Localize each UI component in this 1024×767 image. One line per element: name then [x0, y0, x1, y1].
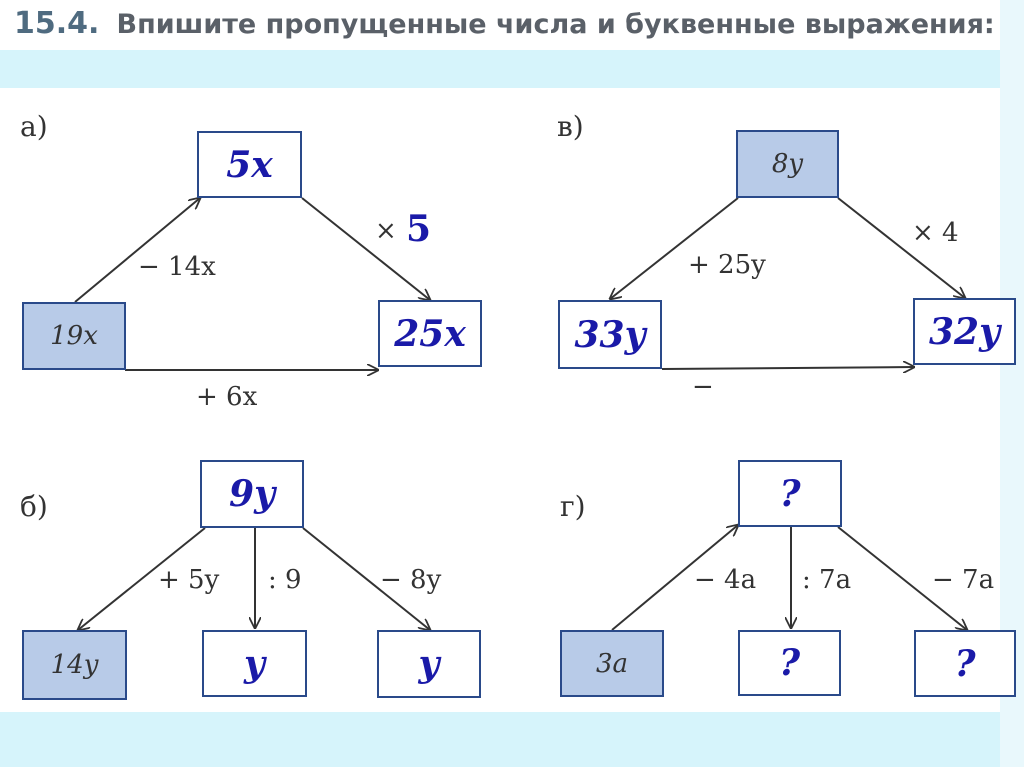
part-a-right-box	[378, 300, 482, 367]
part-b-left-given: 14y	[50, 650, 99, 680]
part-v-left-box	[558, 300, 662, 369]
part-g-op-right: − 7a	[932, 565, 995, 595]
part-a-right-answer: 25x	[394, 312, 466, 355]
exercise-title: Впишите пропущенные числа и буквенные выражения:	[116, 9, 995, 40]
part-b-op-right: − 8y	[380, 565, 442, 595]
part-g-top-answer: ?	[779, 472, 801, 515]
part-v-given-value: 8y	[771, 149, 804, 179]
part-b-right-box	[377, 630, 481, 698]
part-g-middle-box	[738, 630, 841, 696]
part-v-op-left: + 25y	[688, 250, 766, 280]
part-b-op-middle: : 9	[268, 565, 302, 595]
part-v-right-answer: 32y	[928, 310, 1000, 353]
part-b-top-box	[200, 460, 304, 528]
part-b-middle-box	[202, 630, 307, 697]
part-a-op-left: − 14x	[138, 252, 216, 282]
part-v-op-bottom: −	[692, 372, 714, 402]
exercise-number: 15.4.	[14, 6, 100, 41]
part-g-top-box	[738, 460, 842, 527]
part-b-right-answer: y	[418, 643, 440, 685]
part-a-given-value: 19x	[50, 321, 98, 351]
part-b-left-box	[22, 630, 127, 700]
part-a-op-right-answer: 5	[406, 208, 432, 250]
part-a-op-right-sign: ×	[375, 216, 397, 246]
label-part-a: а)	[20, 110, 48, 143]
part-a-top-box	[197, 131, 302, 198]
arrow-v-right	[838, 198, 965, 298]
arrow-v-bottom	[662, 367, 914, 369]
part-v-op-right: × 4	[912, 218, 959, 248]
part-g-middle-answer: ?	[778, 642, 801, 684]
arrow-v-left	[610, 198, 738, 299]
part-g-right-answer: ?	[954, 642, 976, 685]
part-g-given-value: 3a	[595, 648, 629, 679]
part-v-right-box	[913, 298, 1016, 365]
part-v-given-box	[736, 130, 839, 198]
part-g-given-box	[560, 630, 664, 697]
label-part-b: б)	[20, 490, 48, 523]
part-a-given-box	[22, 302, 126, 370]
label-part-v: в)	[557, 110, 584, 143]
part-b-top-answer: 9y	[229, 473, 275, 515]
arrow-a-left	[75, 198, 200, 302]
part-a-top-answer: 5x	[226, 143, 273, 186]
label-part-g: г)	[560, 490, 586, 523]
part-g-op-middle: : 7a	[802, 565, 852, 595]
part-g-op-left: − 4a	[694, 565, 757, 595]
part-b-middle-answer: y	[244, 642, 265, 685]
part-a-op-bottom: + 6x	[196, 382, 258, 412]
part-g-right-box	[914, 630, 1016, 697]
part-b-op-left: + 5y	[158, 565, 220, 595]
part-v-left-answer: 33y	[574, 313, 646, 356]
